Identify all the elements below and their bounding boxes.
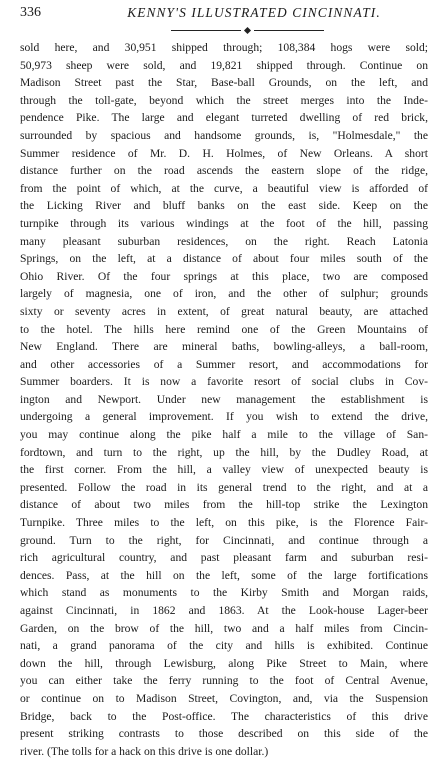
running-title: KENNY'S ILLUSTRATED CINCINNATI.	[127, 5, 381, 20]
text-line: the first corner. From the hill, a valley view of unexpected beauty is	[20, 463, 428, 477]
text-line: fordtown, and turn to the right, up the hill, by the Dudley Road, at	[20, 445, 428, 459]
text-line: nati, a grand panorama of the city and hills is exhibited. Continue	[20, 639, 428, 653]
text-line: largely of magnesia, one of iron, and the other of sulphur; grounds	[20, 287, 428, 301]
page-header	[20, 4, 428, 22]
text-line: sixty or seventy acres in extent, of great natural beauty, are attached	[20, 304, 428, 318]
text-line: you may continue along the pike half a mile to the village of San-	[20, 428, 428, 442]
text-line: Bridge, back to the Post-office. The characteristics of this drive	[20, 709, 428, 723]
text-line: river. (The tolls for a hack on this drive is one dollar.)	[20, 744, 269, 758]
ornament-rule-left	[171, 30, 241, 31]
body-paragraph	[20, 39, 428, 760]
text-line: Ohio River. Of the four springs at this place, two are composed	[20, 269, 428, 283]
text-line: distance further on the road ascends the eastern slope of the ridge,	[20, 164, 428, 178]
text-line: New England. There are mineral baths, bowling-alleys, a ball-room,	[20, 340, 428, 354]
text-line: present striking contrasts to those described on this side of the	[20, 727, 428, 741]
text-line: dences. Pass, at the hill on the left, some of the large fortifications	[20, 568, 428, 582]
text-line: Turnpike. Three miles to the left, on this pike, is the Florence Fair-	[20, 516, 428, 530]
text-line: pendence Pike. The large and elegant turreted dwelling of red brick,	[20, 111, 428, 125]
ornament-rule-right	[254, 30, 324, 31]
text-line: Garden, on the brow of the hill, two and a half miles from Cincin-	[20, 621, 428, 635]
text-line: sold here, and 30,951 shipped through; 108,384 hogs were sold;	[20, 41, 428, 54]
text-line: ground. Turn to the right, for Cincinnati, and continue through a	[20, 533, 428, 547]
text-line: Summer residence of Mr. D. H. Holmes, of New Orleans. A short	[20, 146, 428, 160]
text-line: many pleasant suburban residences, on the right. Reach Latonia	[20, 234, 428, 248]
ornament-diamond-icon	[243, 26, 250, 33]
text-line: 50,973 sheep were sold, and 19,821 shipped through. Continue on	[20, 58, 428, 72]
text-line: from the point of which, at the curve, a beautiful view is afforded of	[20, 181, 428, 195]
text-line: against Cincinnati, in 1862 and 1863. At the Look-house Lager-beer	[20, 604, 428, 617]
text-line: presented. Follow the road in its general trend to the right, and at a	[20, 480, 428, 494]
text-line: turnpike through its various windings at the foot of the hill, passing	[20, 216, 428, 230]
text-line: surrounded by spacious and handsome grounds, is, "Holmesdale," the	[20, 128, 428, 142]
text-line: rich agricultural country, and past pleasant farm and suburban resi-	[20, 551, 428, 565]
text-line: ington and Newport. Under new management the establishment is	[20, 392, 428, 406]
book-page	[20, 4, 428, 760]
text-line: to the hotel. The hills here remind one of the Green Mountains of	[20, 322, 428, 336]
text-line: Madison Street past the Star, Base-ball Grounds, on the left, and	[20, 76, 428, 90]
text-line: down the hill, through Lewisburg, along Pike Street to Main, where	[20, 656, 428, 670]
page-number: 336	[20, 5, 41, 20]
text-line: the Licking River and bluff banks on the east side. Keep on the	[20, 199, 428, 213]
text-line: you can either take the ferry running to the foot of Central Avenue,	[20, 674, 428, 688]
text-line: which stand as monuments to the Kirby Smith and Morgan raids,	[20, 586, 428, 600]
text-line: and other accessories of a Summer resort, and accommodations for	[20, 357, 428, 371]
text-line: Summer boarders. It is now a favorite resort of social clubs in Cov-	[20, 375, 428, 389]
text-line: Springs, on the left, at a distance of about four miles south of the	[20, 252, 428, 266]
text-line: undergoing a general improvement. If you wish to extend the drive,	[20, 410, 428, 424]
text-line: or continue on to Madison Street, Covington, and, via the Suspension	[20, 691, 428, 705]
text-line: distance of about two miles from the hill-top strike the Lexington	[20, 498, 428, 512]
header-ornament	[66, 25, 428, 35]
text-line: through the toll-gate, beyond which the street merges into the Inde-	[20, 93, 428, 107]
